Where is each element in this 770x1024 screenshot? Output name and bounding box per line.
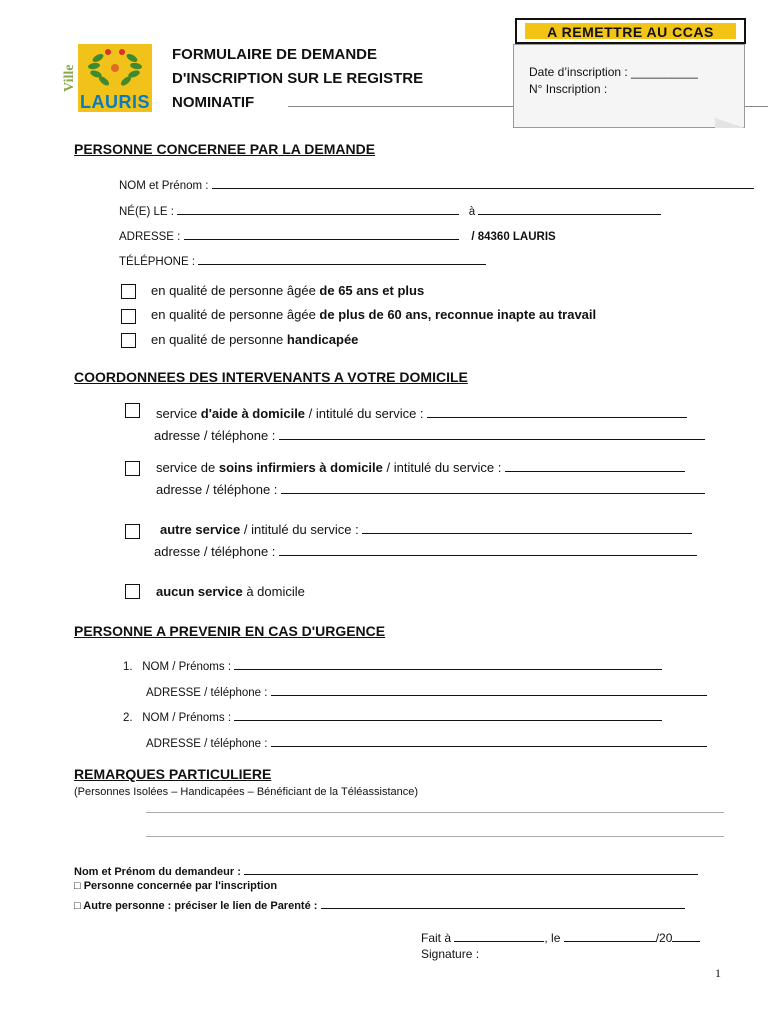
- option-handicapee: en qualité de personne handicapée: [151, 332, 359, 347]
- option-aucun-service: aucun service à domicile: [156, 584, 305, 599]
- option-65-ans: en qualité de personne âgée de 65 ans et plus: [151, 283, 425, 298]
- checkbox-60-ans-inapte[interactable]: [121, 309, 136, 324]
- signature-field[interactable]: Signature :: [421, 947, 480, 961]
- section-personne-concernee: PERSONNE CONCERNEE PAR LA DEMANDE: [74, 141, 376, 157]
- ccas-sticky-note: [513, 44, 745, 128]
- checkbox-handicapee[interactable]: [121, 333, 136, 348]
- section-urgence: PERSONNE A PREVENIR EN CAS D'URGENCE: [74, 623, 386, 639]
- demandeur-nom-field[interactable]: Nom et Prénom du demandeur :: [74, 863, 698, 878]
- adresse-autre-service-field[interactable]: adresse / téléphone :: [154, 544, 697, 559]
- remarques-line-2[interactable]: [146, 836, 724, 837]
- numero-inscription: N° Inscription :: [529, 82, 608, 96]
- urgence-2-nom-field[interactable]: 2. NOM / Prénoms :: [123, 709, 662, 724]
- adresse-soins-infirmiers-field[interactable]: adresse / téléphone :: [156, 482, 705, 497]
- remarques-line-1[interactable]: [146, 812, 724, 813]
- laurel-icon: [78, 44, 152, 94]
- fait-a-field[interactable]: Fait à , le /20: [421, 930, 700, 945]
- checkbox-aucun-service[interactable]: [125, 584, 140, 599]
- page-number: 1: [715, 966, 721, 980]
- date-naissance-field[interactable]: NÉ(E) LE : à: [119, 203, 661, 218]
- demandeur-option-personne-concernee[interactable]: □ Personne concernée par l'inscription: [74, 880, 278, 892]
- lauris-logo-text: LAURIS: [80, 92, 150, 112]
- autre-service-field[interactable]: autre service / intitulé du service :: [160, 522, 692, 537]
- demandeur-lien-parente-field[interactable]: □ Autre personne : préciser le lien de Parenté :: [74, 897, 685, 912]
- adresse-aide-domicile-field[interactable]: adresse / téléphone :: [154, 428, 705, 443]
- date-inscription: Date d’inscription : __________: [529, 65, 698, 79]
- page-title: FORMULAIRE DE DEMANDE D'INSCRIPTION SUR LE REGISTRE NOMINATIF: [172, 46, 424, 111]
- remettre-au-ccas-label: A REMETTRE AU CCAS: [515, 18, 746, 44]
- option-60-ans-inapte: en qualité de personne âgée de plus de 60 ans, reconnue inapte au travail: [151, 307, 597, 322]
- checkbox-soins-infirmiers[interactable]: [125, 461, 140, 476]
- section-coordonnees: COORDONNEES DES INTERVENANTS A VOTRE DOMICILE: [74, 369, 468, 385]
- checkbox-aide-domicile[interactable]: [125, 403, 140, 418]
- checkbox-autre-service[interactable]: [125, 524, 140, 539]
- urgence-1-nom-field[interactable]: 1. NOM / Prénoms :: [123, 658, 662, 673]
- checkbox-65-ans[interactable]: [121, 284, 136, 299]
- page-fold: [715, 118, 745, 128]
- telephone-field[interactable]: TÉLÉPHONE :: [119, 253, 486, 268]
- section-remarques: REMARQUES PARTICULIERE: [74, 766, 272, 782]
- adresse-field[interactable]: ADRESSE : / 84360 LAURIS: [119, 228, 556, 243]
- ville-de-label: Ville: [62, 64, 77, 92]
- nom-prenom-field[interactable]: NOM et Prénom :: [119, 177, 754, 192]
- service-aide-domicile-field[interactable]: service d'aide à domicile / intitulé du service :: [156, 406, 687, 421]
- remarques-subtitle: (Personnes Isolées – Handicapées – Bénéficiant de la Téléassistance): [74, 786, 419, 798]
- urgence-1-adresse-field[interactable]: ADRESSE / téléphone :: [146, 684, 707, 699]
- service-soins-infirmiers-field[interactable]: service de soins infirmiers à domicile / intitulé du service :: [156, 460, 685, 475]
- urgence-2-adresse-field[interactable]: ADRESSE / téléphone :: [146, 735, 707, 750]
